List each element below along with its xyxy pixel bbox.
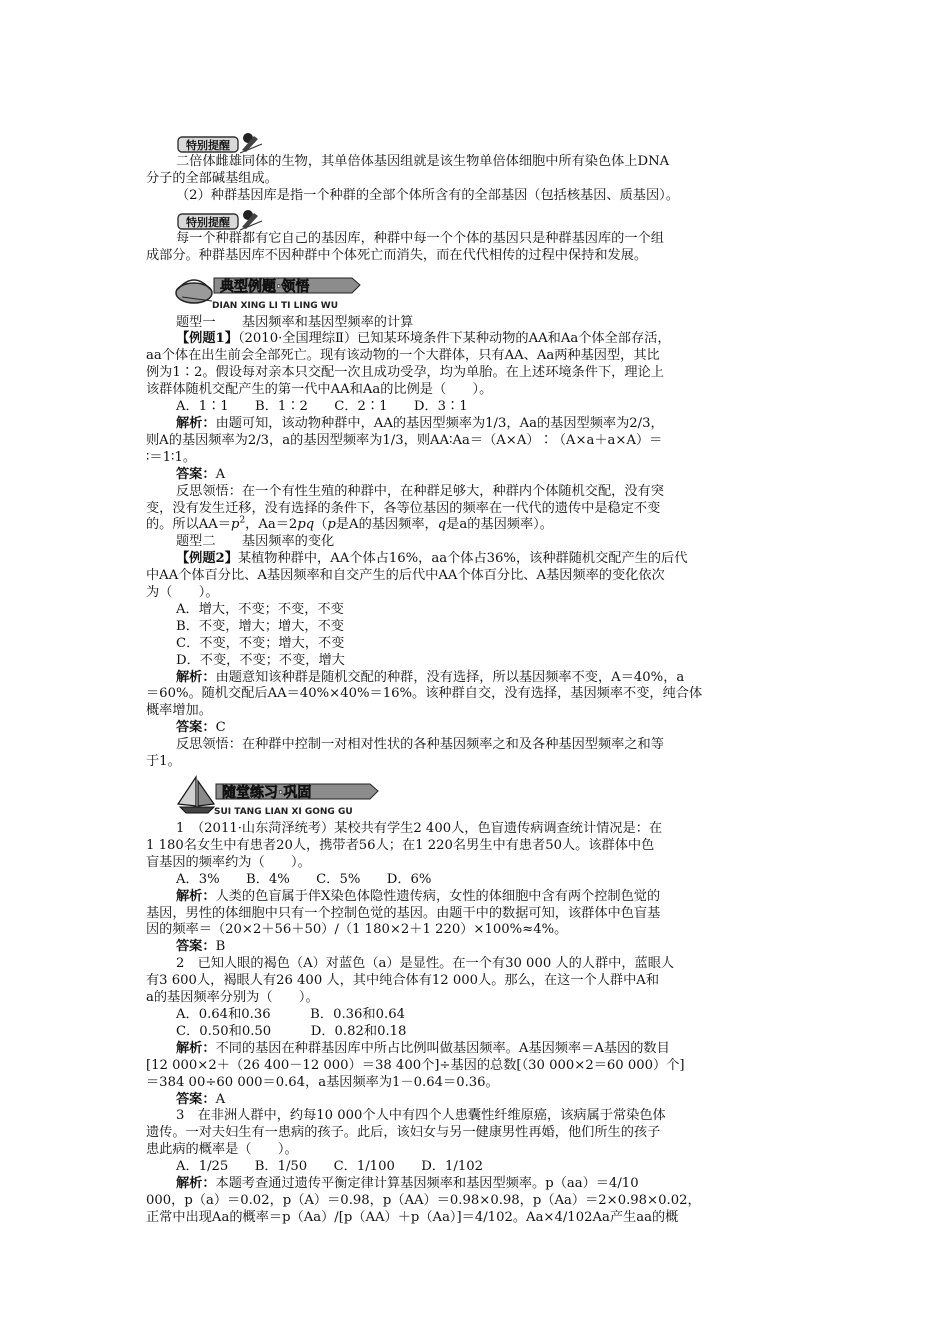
practice3-options: A．1/25 B．1/50 C．1/100 D．1/102 [176, 1159, 483, 1175]
tip2-line2: 成部分。种群基因库不因种群中个体死亡而消失，而在代代相传的过程中保持和发展。 [146, 247, 648, 263]
example1-options: A．1∶1 B．1∶2 C．2∶1 D．3∶1 [176, 399, 468, 415]
practice2-analysis-line2: [12 000×2＋（26 400－12 000）＝38 400个]÷基因的总数[（30 000×2＝60 000）个] [146, 1057, 685, 1073]
tip-badge [146, 128, 812, 154]
answer-label: 答案： [176, 939, 216, 955]
type2-heading: 题型二 基因频率的变化 [176, 534, 335, 550]
practice1-options: A．3% B．4% C．5% D．6% [176, 871, 432, 887]
practice3-analysis-line1 [146, 1176, 812, 1193]
example2-analysis-line2: ＝60%。随机交配后AA＝40%×40%＝16%。该种群自交，没有选择，基因频率不变，纯合体 [146, 686, 703, 702]
reflection-text: ，Aa＝2 [245, 517, 298, 533]
banner-pinyin: DIAN XING LI TI LING WU [212, 300, 338, 311]
practice2-options-line1: A．0.64和0.36 B．0.36和0.64 [176, 1006, 405, 1022]
tip-badge-label: 特别提醒 [186, 139, 230, 152]
example1-analysis-line3: ∶＝1∶1。 [146, 449, 197, 465]
analysis-label: 解析： [176, 1040, 216, 1056]
example1-reflection-line1: 反思领悟：在一个有性生殖的种群中，在种群足够大，种群内个体随机交配，没有突 [176, 483, 664, 499]
example1-label: 【例题1】 [176, 331, 238, 347]
tip1-line1: 二倍体雌雄同体的生物，其单倍体基因组就是该生物单倍体细胞中所有染色体上DNA [176, 154, 670, 169]
practice2-analysis-line3: ＝384 00÷60 000＝0.64，a基因频率为1－0.64＝0.36。 [146, 1074, 499, 1090]
practice1-analysis-line3: 因的频率＝（20×2＋56＋50）/（1 180×2＋1 220）×100%≈4%。 [146, 922, 568, 938]
example1-a1: 由题可知，该动物种群中，AA的基因型频率为1/3，Aa的基因型频率为2/3， [215, 415, 664, 431]
practice1-question-line1: 1 （2011·山东菏泽统考）某校共有学生2 400人，色盲遗传病调查统计情况是：在 [176, 821, 663, 836]
practice3-question-line1: 3 在非洲人群中，约每10 000个人中有四个人患囊性纤维原癌，该病属于常染色体 [176, 1108, 666, 1124]
example2-option-b: B．不变，增大；增大，不变 [176, 618, 344, 634]
example1-analysis-line1 [146, 416, 812, 433]
practice2-analysis-line1 [146, 1041, 812, 1058]
example1-reflection-line3 [146, 517, 812, 534]
practice1-analysis-line2: 基因，男性的体细胞中只有一个控制色觉的基因。由题干中的数据可知，该群体中色盲基 [146, 905, 661, 921]
example2-question-line3: 为（ ）。 [146, 585, 219, 601]
tip-badge [146, 205, 812, 231]
section-banner-practice [146, 773, 812, 821]
example2-question-line2: 中AA个体百分比、A基因频率和自交产生的后代中AA个体百分比、A基因频率的变化依次 [146, 568, 665, 584]
analysis-label: 解析： [176, 1176, 216, 1192]
practice2-answer-value: A [215, 1091, 226, 1107]
example2-option-c: C．不变，不变；增大，不变 [176, 635, 345, 651]
practice1-question-line2: 1 180名女生中有患者20人，携带者56人；在1 220名男生中有患者50人。该群体中色 [146, 837, 655, 853]
banner-title: 典型例题·领悟 [220, 278, 310, 295]
tip2-line1: 每一个种群都有它自己的基因库，种群中每一个个体的基因只是种群基因库的一个组 [176, 230, 664, 246]
sailboat-icon [178, 777, 214, 813]
banner-title: 随堂练习·巩固 [222, 785, 312, 801]
answer-label: 答案： [176, 466, 216, 482]
section-banner-examples [146, 267, 812, 315]
pen-icon [240, 210, 262, 230]
practice3-question-line3: 患此病的概率是（ ）。 [146, 1142, 298, 1158]
example2-reflection-line1: 反思领悟：在种群中控制一对相对性状的各种基因频率之和及各种基因型频率之和等 [176, 737, 664, 753]
practice1-analysis-line1 [146, 889, 812, 906]
example2-a1: 由题意知该种群是随机交配的种群，没有选择，所以基因频率不变，A＝40%，a [215, 669, 685, 685]
answer-label: 答案： [176, 720, 216, 736]
tip1-line2: 分子的全部碱基组成。 [146, 170, 278, 186]
analysis-label: 解析： [176, 415, 216, 431]
practice2-answer [146, 1092, 812, 1109]
reflection-text: 的。所以AA＝ [146, 517, 231, 533]
symbol-p: p [230, 517, 240, 533]
practice2-question-line1: 2 已知人眼的褐色（A）对蓝色（a）是显性。在一个有30 000 人的人群中，蓝眼人 [176, 956, 675, 972]
bowl-icon [176, 280, 212, 303]
banner-graphic [172, 267, 412, 313]
example2-q1: 某植物种群中，AA个体占16%，aa个体占36%，该种群随机交配产生的后代 [237, 551, 688, 567]
example1-question-line4: 该群体随机交配产生的第一代中AA和Aa的比例是（ ）。 [146, 382, 493, 398]
answer-label: 答案： [176, 1091, 216, 1107]
banner-pinyin: SUI TANG LIAN XI GONG GU [214, 807, 353, 817]
example2-analysis-line1 [146, 670, 812, 687]
example1-answer-value: A [215, 466, 226, 482]
example2-analysis-line3: 概率增加。 [146, 703, 212, 719]
example2-option-d: D．不变，不变；不变，增大 [176, 652, 345, 668]
type1-heading: 题型一 基因频率和基因型频率的计算 [176, 314, 414, 330]
example2-label: 【例题2】 [176, 551, 238, 567]
practice3-analysis-line2: 000，p（a）＝0.02，p（A）＝0.98，p（AA）＝0.98×0.98，p（Aa）＝2×0.98×0.02， [146, 1192, 701, 1208]
example2-reflection-line2: 于1。 [146, 754, 181, 770]
practice2-question-line3: a的基因频率分别为（ ）。 [146, 990, 319, 1006]
symbol-pq: pq [297, 517, 315, 533]
document-body [146, 128, 812, 1227]
practice1-answer [146, 939, 812, 956]
example1-answer [146, 467, 812, 484]
example1-reflection-line2: 变，没有发生迁移，没有选择的条件下，各等位基因的频率在一代代的遗传中是稳定不变 [146, 500, 661, 516]
example2-answer-value: C [215, 720, 226, 736]
practice2-options-line2: C．0.50和0.50 D．0.82和0.18 [176, 1023, 407, 1039]
example1-question-line1 [146, 331, 812, 348]
reflection-text: 是a的基因频率）。 [446, 517, 553, 533]
tip1-line3: （2）种群基因库是指一个种群的全部个体所含有的全部基因（包括核基因、质基因）。 [176, 187, 679, 203]
example1-analysis-line2: 则A的基因频率为2/3，a的基因型频率为1/3，则AA∶Aa＝（A×A）∶（A×a＋a×A）＝ [146, 432, 663, 448]
superscript: 2 [239, 516, 246, 527]
analysis-label: 解析： [176, 669, 216, 685]
practice3-question-line2: 遗传。一对夫妇生有一患病的孩子。此后，该妇女与另一健康男性再婚，他们所生的孩子 [146, 1125, 661, 1141]
tip-badge-graphic [176, 130, 268, 154]
practice2-question-line2: 有3 600人，褐眼人有26 400 人，其中纯合体有12 000人。那么，在这一个人群中A和 [146, 973, 660, 989]
example1-question-line3: 例为1∶2。假设每对亲本只交配一次且成功受孕，均为单胎。在上述环境条件下，理论上 [146, 365, 664, 381]
practice1-answer-value: B [215, 939, 226, 955]
example2-answer [146, 720, 812, 737]
example1-question-line2: aa个体在出生前会全部死亡。现有该动物的一个大群体，只有AA、Aa两种基因型，其比 [146, 348, 660, 364]
tip-badge-graphic [176, 207, 268, 231]
practice1-question-line3: 盲基因的频率约为（ ）。 [146, 854, 311, 870]
example1-q1: （2010·全国理综Ⅱ）已知某环境条件下某种动物的AA和Aa个体全部存活， [237, 331, 671, 347]
example2-question-line1 [146, 551, 812, 568]
tip-badge-label: 特别提醒 [186, 215, 230, 229]
practice3-a1: 本题考查通过遗传平衡定律计算基因频率和基因型频率。p（aa）＝4/10 [215, 1176, 639, 1192]
practice2-a1: 不同的基因在种群基因库中所占比例叫做基因频率。A基因频率＝A基因的数目 [215, 1040, 670, 1056]
practice3-analysis-line3: 正常中出现Aa的概率＝p（Aa）/[p（AA）＋p（Aa）]＝4/102。Aa×4/102Aa产生aa的概 [146, 1209, 679, 1225]
example2-option-a: A．增大，不变；不变，不变 [176, 601, 344, 617]
reflection-text: 是A的基因频率， [335, 517, 438, 533]
reflection-text: （ [314, 517, 328, 533]
analysis-label: 解析： [176, 888, 216, 904]
symbol-q: q [437, 517, 447, 533]
banner-graphic [172, 773, 412, 819]
symbol-p: p [327, 517, 336, 533]
practice1-a1: 人类的色盲属于伴X染色体隐性遗传病，女性的体细胞中含有两个控制色觉的 [215, 888, 661, 904]
pen-icon [240, 133, 262, 153]
